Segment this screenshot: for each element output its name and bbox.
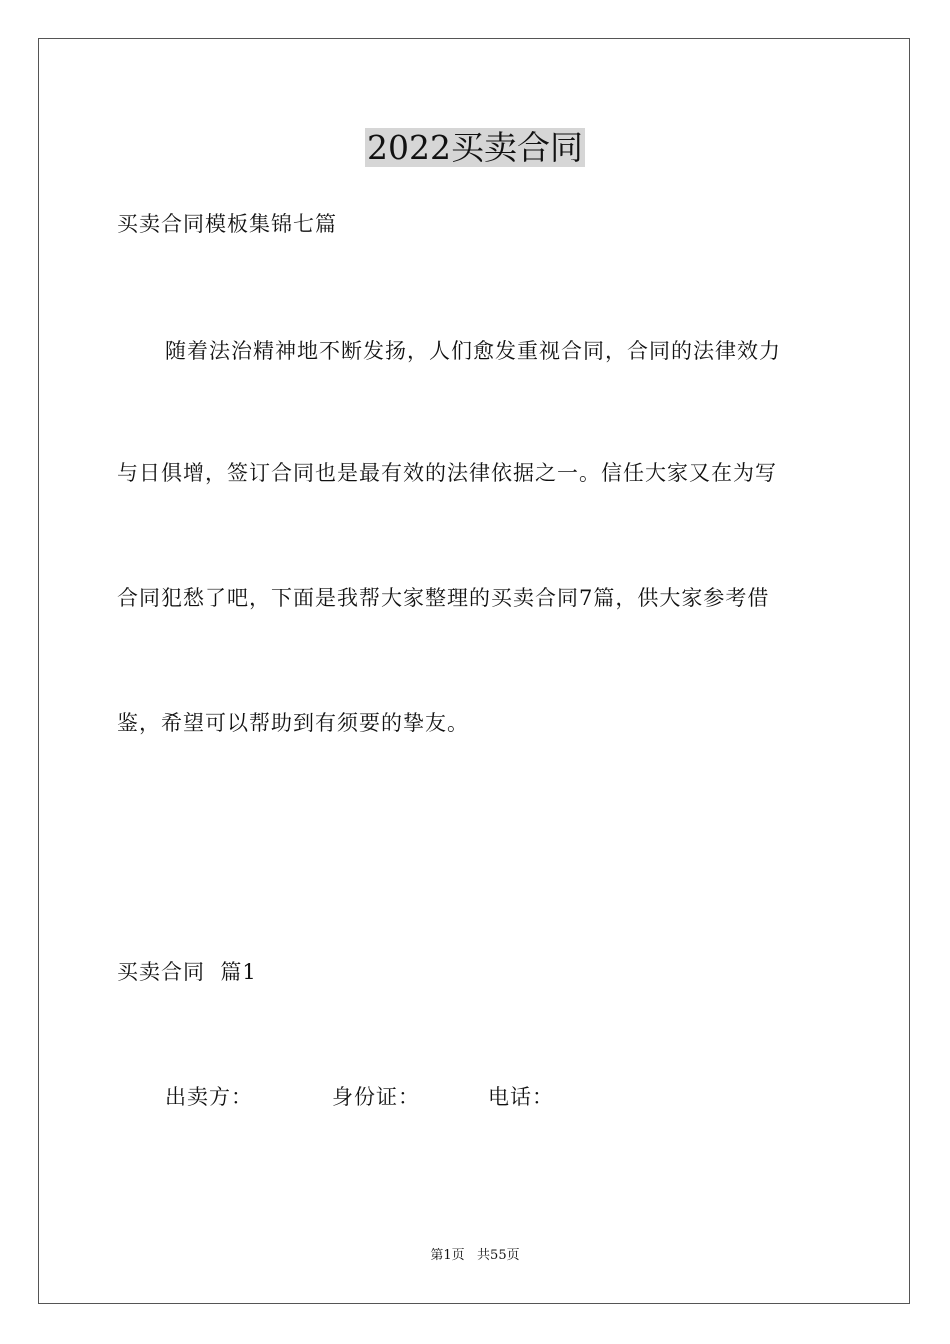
document-title bbox=[0, 126, 950, 170]
intro-line-3: 合同犯愁了吧，下面是我帮大家整理的买卖合同7篇，供大家参考借 bbox=[117, 586, 770, 610]
document-title-text: 2022买卖合同 bbox=[367, 128, 583, 167]
party-fields-row bbox=[0, 1082, 950, 1112]
id-card-label: 身份证： bbox=[332, 1085, 420, 1109]
page-footer: 第1页 共55页 bbox=[430, 1248, 520, 1263]
seller-label: 出卖方： bbox=[165, 1085, 253, 1109]
section-heading: 买卖合同 篇1 bbox=[117, 960, 257, 984]
document-subtitle: 买卖合同模板集锦七篇 bbox=[117, 212, 337, 236]
intro-line-1: 随着法治精神地不断发扬，人们愈发重视合同，合同的法律效力 bbox=[165, 339, 781, 363]
intro-line-2: 与日俱增，签订合同也是最有效的法律依据之一。信任大家又在为写 bbox=[117, 461, 777, 485]
phone-label: 电话： bbox=[488, 1085, 554, 1109]
intro-line-4: 鉴，希望可以帮助到有须要的挚友。 bbox=[117, 711, 469, 735]
